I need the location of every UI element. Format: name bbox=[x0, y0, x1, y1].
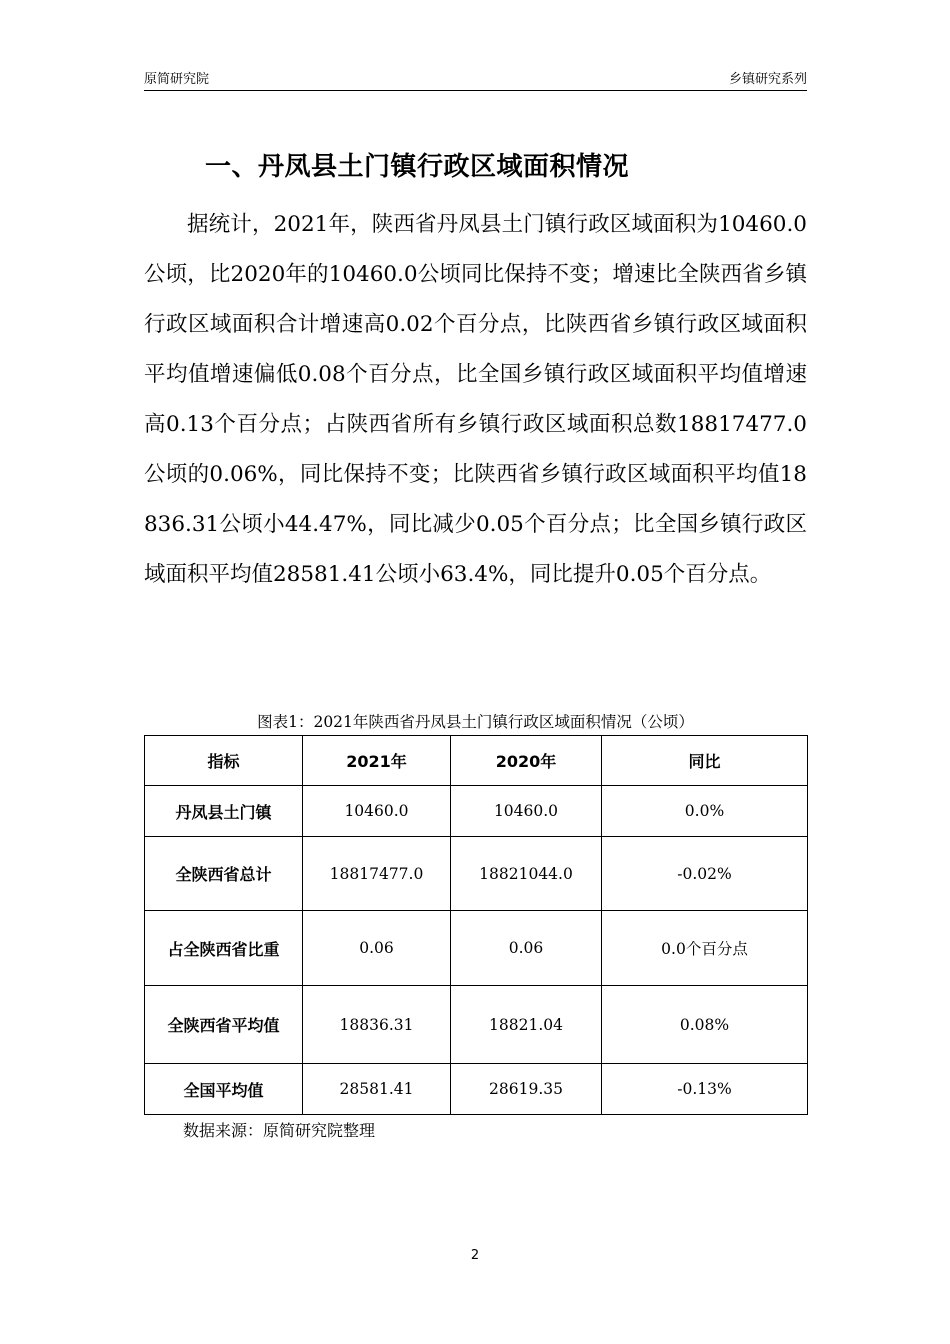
table-cell: 10460.0 bbox=[303, 786, 451, 837]
table-row bbox=[145, 837, 808, 911]
row-label: 丹凤县土门镇 bbox=[145, 786, 303, 837]
table-row bbox=[145, 911, 808, 986]
header-org-name: 原简研究院 bbox=[144, 72, 210, 87]
column-header: 指标 bbox=[145, 736, 303, 786]
table-cell: 0.0个百分点 bbox=[602, 911, 808, 986]
area-data-table bbox=[144, 735, 808, 1115]
table-row bbox=[145, 786, 808, 837]
table-cell: 18817477.0 bbox=[303, 837, 451, 911]
table-cell: 18821044.0 bbox=[451, 837, 602, 911]
table-row bbox=[145, 1064, 808, 1115]
row-label: 全陕西省平均值 bbox=[145, 986, 303, 1064]
table-cell: -0.02% bbox=[602, 837, 808, 911]
table-header-row bbox=[145, 736, 808, 786]
body-paragraph: 据统计，2021年，陕西省丹凤县土门镇行政区域面积为10460.0公顷，比2020年的10460.0公顷同比保持不变；增速比全陕西省乡镇行政区域面积合计增速高0.02个百分点，比陕西省乡镇行政区域面积平均值增速偏低0.08个百分点，比全国乡镇行政区域面积平均值增速高0.13个百分点；占陕西省所有乡镇行政区域面积总数18817477.0公顷的0.06%，同比保持不变；比陕西省乡镇行政区域面积平均值18836.31公顷小44.47%，同比减少0.05个百分点；比全国乡镇行政区域面积平均值28581.41公顷小63.4%，同比提升0.05个百分点。 bbox=[144, 212, 807, 587]
row-label: 全陕西省总计 bbox=[145, 837, 303, 911]
table-caption: 图表1：2021年陕西省丹凤县土门镇行政区域面积情况（公顷） bbox=[257, 713, 694, 731]
header-series-name: 乡镇研究系列 bbox=[728, 72, 807, 87]
table-cell: 28619.35 bbox=[451, 1064, 602, 1115]
table-cell: -0.13% bbox=[602, 1064, 808, 1115]
table-row bbox=[145, 986, 808, 1064]
section-title: 一、丹凤县土门镇行政区域面积情况 bbox=[205, 152, 630, 182]
table-cell: 18821.04 bbox=[451, 986, 602, 1064]
table-cell: 28581.41 bbox=[303, 1064, 451, 1115]
table-cell: 18836.31 bbox=[303, 986, 451, 1064]
column-header: 同比 bbox=[602, 736, 808, 786]
row-label: 全国平均值 bbox=[145, 1064, 303, 1115]
column-header: 2020年 bbox=[451, 736, 602, 786]
table-cell: 0.06 bbox=[303, 911, 451, 986]
table-cell: 0.0% bbox=[602, 786, 808, 837]
table-cell: 10460.0 bbox=[451, 786, 602, 837]
page-number: 2 bbox=[470, 1248, 480, 1263]
table-cell: 0.08% bbox=[602, 986, 808, 1064]
row-label: 占全陕西省比重 bbox=[145, 911, 303, 986]
column-header: 2021年 bbox=[303, 736, 451, 786]
page-header bbox=[144, 66, 807, 91]
table-cell: 0.06 bbox=[451, 911, 602, 986]
data-source-note: 数据来源：原简研究院整理 bbox=[183, 1121, 376, 1140]
